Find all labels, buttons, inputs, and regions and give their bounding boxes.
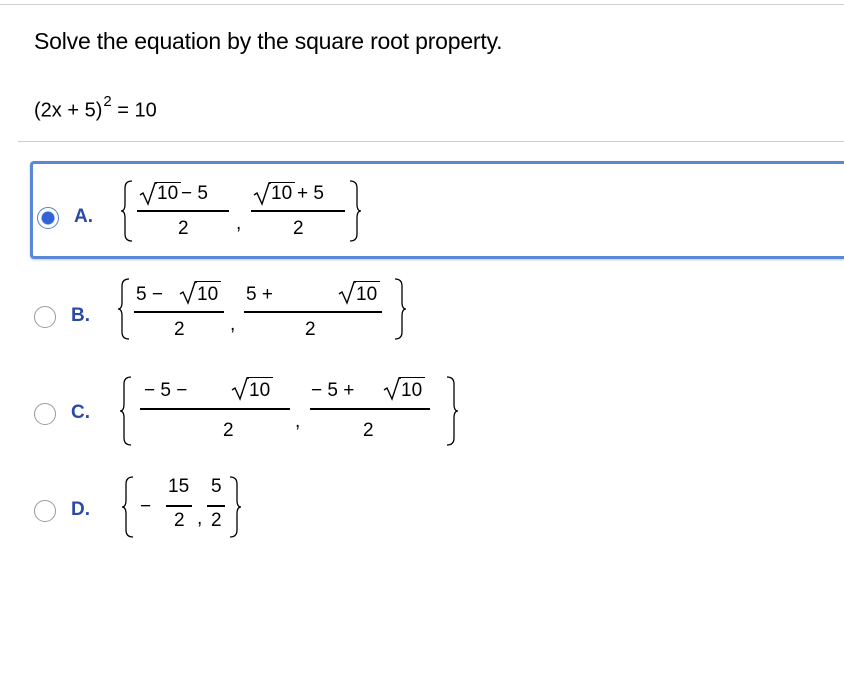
- sqrt-symbol: [179, 281, 197, 305]
- option-c-letter: C.: [71, 402, 90, 423]
- fraction-bar: [244, 311, 382, 313]
- left-brace: [120, 376, 132, 446]
- right-brace: [229, 476, 241, 538]
- left-brace: [121, 180, 133, 242]
- right-brace: [349, 180, 361, 242]
- radicand: 10: [197, 284, 219, 305]
- option-d-answer: [118, 472, 298, 552]
- numerator: 15: [168, 476, 190, 497]
- option-d-radio[interactable]: [34, 500, 56, 522]
- left-brace: [122, 476, 134, 538]
- vinculum: [195, 281, 221, 282]
- equation-exponent: 2: [103, 93, 112, 110]
- equation: [34, 93, 157, 123]
- question-prompt: Solve the equation by the square root property.: [34, 28, 503, 54]
- fraction-bar: [310, 408, 430, 410]
- separator: ,: [295, 411, 301, 432]
- negative-sign: −: [140, 496, 152, 517]
- vinculum: [247, 377, 273, 378]
- radicand: 10: [249, 380, 271, 401]
- option-a-answer: [121, 176, 381, 256]
- denominator: 2: [363, 420, 374, 441]
- numerator: 5: [211, 476, 222, 497]
- equation-rhs: = 10: [111, 99, 157, 122]
- separator: ,: [236, 213, 242, 234]
- option-b[interactable]: [30, 262, 844, 360]
- vinculum: [354, 281, 380, 282]
- fraction-bar: [166, 505, 192, 507]
- denominator: 2: [174, 510, 185, 531]
- option-a-letter: A.: [74, 206, 93, 227]
- option-b-radio[interactable]: [34, 306, 56, 328]
- fraction-bar: [207, 505, 225, 507]
- option-d-letter: D.: [71, 499, 90, 520]
- numerator-tail: − 5: [181, 183, 208, 204]
- option-a[interactable]: [30, 161, 844, 259]
- sqrt-symbol: [383, 377, 401, 401]
- denominator: 2: [293, 218, 304, 239]
- fraction-bar: [137, 210, 229, 212]
- radicand: 10: [271, 183, 293, 204]
- separator: ,: [197, 508, 203, 529]
- denominator: 2: [305, 319, 316, 340]
- left-brace: [118, 278, 130, 340]
- denominator: 2: [178, 218, 189, 239]
- option-b-answer: [118, 276, 418, 356]
- option-c-answer: [118, 372, 448, 452]
- radicand: 10: [401, 380, 423, 401]
- sqrt-symbol: [253, 182, 271, 206]
- fraction-bar: [251, 210, 345, 212]
- right-brace: [394, 278, 406, 340]
- numerator-head: 5 −: [136, 284, 163, 305]
- option-c[interactable]: [30, 362, 844, 460]
- option-d[interactable]: [30, 460, 844, 558]
- denominator: 2: [223, 420, 234, 441]
- top-rule: [0, 4, 844, 5]
- right-brace: [446, 376, 458, 446]
- numerator-head: 5 +: [246, 284, 273, 305]
- option-a-radio[interactable]: [37, 207, 59, 229]
- numerator-head: − 5 −: [144, 380, 188, 401]
- question-divider: [18, 141, 844, 142]
- sqrt-symbol: [338, 281, 356, 305]
- sqrt-symbol: [231, 377, 249, 401]
- radicand: 10: [157, 183, 179, 204]
- fraction-bar: [140, 408, 290, 410]
- denominator: 2: [174, 319, 185, 340]
- fraction-bar: [134, 311, 224, 313]
- radicand: 10: [356, 284, 378, 305]
- vinculum: [399, 377, 425, 378]
- numerator-tail: + 5: [297, 183, 324, 204]
- denominator: 2: [211, 510, 222, 531]
- option-b-letter: B.: [71, 305, 90, 326]
- numerator-head: − 5 +: [311, 380, 355, 401]
- equation-base: (2x + 5): [34, 99, 103, 122]
- separator: ,: [230, 314, 236, 335]
- option-c-radio[interactable]: [34, 403, 56, 425]
- sqrt-symbol: [139, 182, 157, 206]
